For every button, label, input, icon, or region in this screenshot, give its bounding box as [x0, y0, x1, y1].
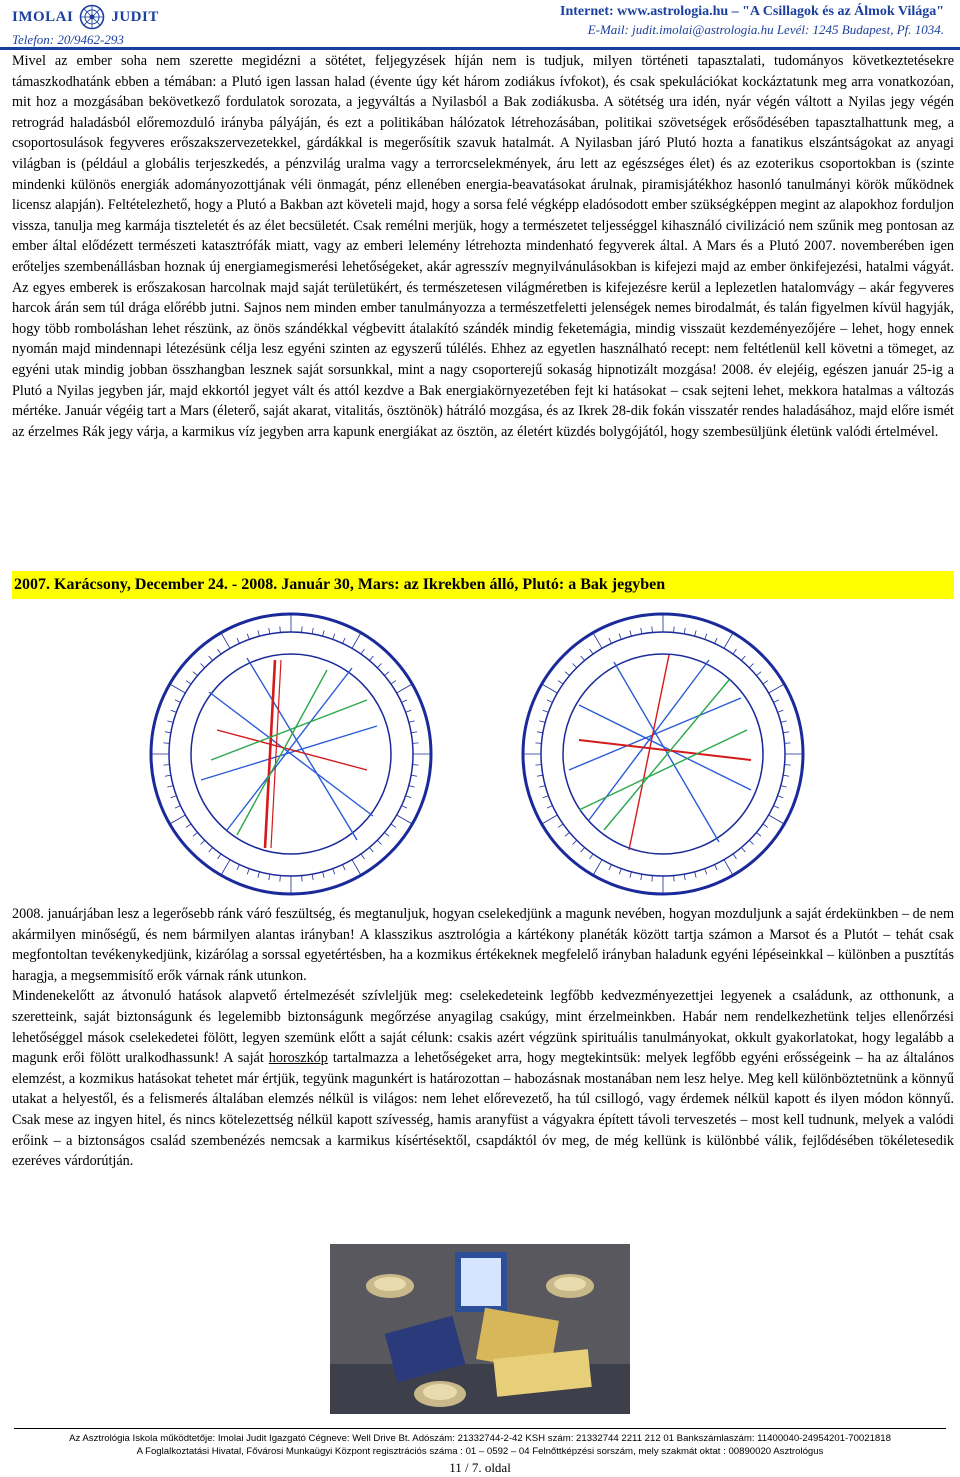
degree-tick: [269, 628, 270, 634]
degree-tick: [411, 732, 417, 733]
brand: [12, 4, 159, 30]
degree-tick: [724, 633, 733, 649]
degree-tick: [785, 743, 791, 744]
degree-tick: [630, 630, 632, 636]
degree-tick: [778, 710, 784, 712]
degree-tick: [778, 796, 784, 798]
horoscope-chart-left: [147, 610, 435, 898]
tarot-box: [455, 1252, 507, 1312]
degree-tick: [724, 860, 733, 876]
degree-tick: [302, 626, 303, 632]
brand-name-first: IMOLAI: [12, 8, 74, 25]
brand-name-second: JUDIT: [111, 8, 159, 25]
degree-tick: [781, 786, 787, 788]
degree-tick: [186, 681, 191, 684]
degree-tick: [391, 824, 396, 827]
degree-tick: [411, 775, 417, 776]
degree-tick: [343, 865, 346, 870]
degree-tick: [756, 672, 761, 676]
degree-tick: [535, 765, 541, 766]
degree-tick: [333, 634, 335, 640]
degree-tick: [769, 684, 785, 693]
degree-tick: [200, 840, 204, 844]
body-paragraph-1: [12, 51, 954, 442]
degree-tick: [537, 775, 543, 776]
degree-tick: [171, 796, 177, 798]
degree-tick: [409, 786, 415, 788]
horoscope-link[interactable]: horoszkóp: [268, 1050, 328, 1067]
degree-tick: [247, 634, 249, 640]
degree-tick: [258, 872, 260, 878]
degree-tick: [547, 806, 552, 809]
degree-tick: [542, 684, 558, 693]
degree-tick: [769, 815, 785, 824]
degree-tick: [756, 832, 761, 836]
degree-tick: [535, 743, 541, 744]
degree-tick: [783, 775, 789, 776]
degree-tick: [733, 649, 736, 654]
degree-tick: [391, 681, 396, 684]
degree-tick: [218, 649, 221, 654]
degree-tick: [200, 663, 204, 667]
paragraph-text: Mivel az ember soha nem szerette megidézni a sötétet, feljegyzések híján nem is tudjuk, milyen történeti tapasztalati, tudományos következtetésekre támaszkodhatánk ebben a témában: a Plutó igen lassan halad (évente úgy két három zodiákus ívfokot), és csak spekulációkat kockáztatunk meg arra vonatkozóan, mit hoz a mozgásában bekövetkező fordulatok sorozata, a jegyváltás a Nyilasból a Bak zodiákusba. A sötétség ura idén, nyár végén váltott a Nyilas jegy végén retrográd haladásból előremozduló irányba pályáján, és ezt a politikában hálózatok létrehozásában, politikai szövetségek erősődésében tapasztalhattunk meg, a csoportosulások fegyveres erőszakszervezetekkel, gárdákkal is megerősítik szavuk hatalmát. A Nyilasban járó Plutó hozta a fanatikus elszántságokat az anyagi világban is (például a globális terjeszkedés, a pénzvilág uralma vagy a terrorcselekmények, áru lett az egészséges élet) és az ezoterikus csoportokban is (szinte mindenki különös energiák adományozottjának véli önmagát, pénz ellenében energia-beavatásokat árulnak, piramisjátékhoz hasonló tanulmányi körök működnek licensz alapján). Feltételezhető, hogy a Plutó a Bakban azt követeli majd, hogy a sorsa felé végképp eladósodott ember szükségképpen megint az alapokhoz forduljon vissza, tanulja meg karmája tiszteletét és az élet becsületét. Csak remélni merjük, hogy a természetet teljességgel kihasználó civilizáció nem szűnik meg pontosan az ember által elődézett természeti katasztrófák miatt, vagy az emberi lelemény létrehozta mindenható fegyverek által. A Mars és a Plutó 2007. novemberében igen erőteljes szembenállásban hoznak új energiamegismerési lehetőségeket, akár agresszív megnyilvánulásokban is kifejezi majd az ember önkifejezési, hatalmi vágyát. Az egyes emberek is erőszakosan harcolnak majd saját területükért, és természetesen világméretben is kifejezésre kerül a leplezetlen hatalomvágy – akár fegyveres harcok árán sem túl drága előrébb jutni. Sajnos nem minden ember tanulmányozza a természetfeletti jelenségek nemes birodalmát, és talán figyelmen kívül hagyják, hogy több romboláshan lehet részünk, az önös szándékkal végbevitt átalakító szándék mindig feketemágia, mindig visszaüt kezdeményezőjére – lehet, hogy ennek nyomán majd mindennapi létezésünk célja lesz egyéni szinten az egyszerű túlélés. Ehhez az egyetlen használható recept: nem feltétlenül kell követni a tömeget, az egyéni utak mindig jobban összhangban lesznek saját sorsunkkal, mint a nagy csoporterejű sokaság hipnotizált mozgása! 2008. év elejéig, egészen január 25-ig a Plutó a Nyilas jegyben jár, majd ekkortól jegyet vált és attól kezdve a Bak energiakörnyezetében fejt ki hatásokat – csak sejteni lehet, mekkora hatalmas a változás mértéke. Január végéig tart a Mars (életerő, saját akarat, vitalitás, ösztönök) hátráló mozgása, és az Ikrek 28-dik fokán visszatér rendes haladásához, majd előre ismét az érzelmes Rák jegy várja, a karmikus víz jegyben arra kapunk energiákat az ösztön, az életért küzdés bolygójától, hogy szembesüljünk életünk valódi értelmével.: [12, 53, 954, 440]
degree-tick: [741, 847, 745, 852]
degree-tick: [641, 874, 642, 880]
degree-tick: [369, 656, 373, 661]
section-heading: 2007. Karácsony, December 24. - 2008. Január 30, Mars: az Ikrekben álló, Plutó: a Bak jegyben: [12, 571, 954, 599]
degree-tick: [323, 872, 325, 878]
degree-tick: [741, 656, 745, 661]
header-right: [560, 4, 944, 38]
degree-tick: [715, 638, 718, 643]
degree-tick: [785, 765, 791, 766]
degree-tick: [674, 626, 675, 632]
degree-tick: [413, 765, 419, 766]
degree-tick: [171, 710, 177, 712]
degree-tick: [312, 874, 313, 880]
degree-tick: [352, 633, 361, 649]
degree-tick: [209, 847, 213, 852]
degree-tick: [165, 732, 171, 733]
degree-tick: [684, 628, 685, 634]
aspect-lines: [201, 658, 377, 848]
degree-tick: [193, 832, 198, 836]
degree-tick: [343, 638, 346, 643]
degree-tick: [167, 721, 173, 723]
header-contact[interactable]: E-Mail: judit.imolai@astrologia.hu Levél: 1245 Budapest, Pf. 1034.: [587, 22, 944, 37]
degree-tick: [186, 824, 191, 827]
degree-tick: [733, 854, 736, 859]
degree-tick: [193, 672, 198, 676]
page-footer: [0, 1428, 960, 1458]
page-header: [0, 0, 960, 54]
degree-tick: [409, 721, 415, 723]
paragraph-text: 2008. januárjában lesz a legerősebb ránk váró feszültség, és megtanuljuk, hogyan cselekedjünk a magunk nevében, hogyan mozduljunk a saját érdekünkben – de nem akármilyen minőségű, és nem bármilyen alantas irányban! A klasszikus asztrológia a kártékony planéták között tartja számon a Marsot és a Plutót – tehát csak megfontoltan tevékenykedjünk, kizárólag a sorssal egyetértésben, ha a kozmikus értékeknek megfelelő irányban haladunk egyéni lépéseinkkal – különben a pusztítás haragja, a megsemmisítő erők várnak ránk utunkon.: [12, 906, 954, 984]
degree-tick: [406, 710, 412, 712]
degree-tick: [684, 874, 685, 880]
paragraph-text-2: [12, 986, 954, 1171]
degree-tick: [542, 815, 558, 824]
degree-tick: [565, 672, 570, 676]
degree-tick: [593, 860, 602, 876]
degree-tick: [695, 872, 697, 878]
header-phone: Telefon: 20/9462-293: [12, 32, 124, 47]
degree-tick: [641, 628, 642, 634]
degree-tick: [590, 649, 593, 654]
degree-tick: [774, 700, 779, 703]
paragraph-post: tartalmazza a lehetőségeket arra, hogy megtekintsük: melyek legfőbb egyéni erősségeink – ha az általános elemzést, a kozmikus hatásokat tehetet már értjük, tegyünk magunkért is határozottan – habozásnak mostanában nem lesz helye. Meg kell különböztetnünk a könnyű utakat a helyestől, és a felismerés általában elemzés nélkül is világos: nem lehet előrevezető, ha túl csillogó, vagy érdemek nélkül kapott és ilyen módon könnyű. Csak mese az ingyen hitel, és nincs kötelezettség nélkül kapott szívesség, hamis aranyfüst a vágyakra épített távoli terveszetés – most kell tudnunk, melyek a valódi erőink – a biztonságos család szembenézés nemcsak a karmikus kísértésektől, csapdáktól óv meg, de még kellünk is különbbé válik, fejlődésében tökéletesedik ezeréves várdorútján.: [12, 1050, 954, 1170]
degree-tick: [609, 865, 612, 870]
degree-tick: [781, 721, 787, 723]
degree-tick: [695, 630, 697, 636]
degree-tick: [763, 824, 768, 827]
degree-tick: [269, 874, 270, 880]
degree-tick: [175, 700, 180, 703]
degree-tick: [783, 732, 789, 733]
degree-tick: [352, 860, 361, 876]
degree-tick: [705, 869, 707, 875]
degree-tick: [763, 681, 768, 684]
degree-tick: [539, 721, 545, 723]
degree-tick: [163, 743, 169, 744]
header-left: [12, 4, 159, 48]
degree-tick: [170, 815, 186, 824]
degree-tick: [537, 732, 543, 733]
footer-divider: [14, 1428, 946, 1429]
degree-tick: [674, 876, 675, 882]
degree-tick: [749, 840, 753, 844]
degree-tick: [609, 638, 612, 643]
degree-tick: [247, 869, 249, 875]
degree-tick: [258, 630, 260, 636]
degree-tick: [558, 824, 563, 827]
degree-tick: [402, 700, 407, 703]
page-number: 11 / 7. oldal: [449, 1460, 511, 1475]
degree-tick: [572, 663, 576, 667]
degree-tick: [558, 681, 563, 684]
body-paragraph-2: [12, 904, 954, 1172]
degree-tick: [167, 786, 173, 788]
degree-tick: [619, 634, 621, 640]
degree-tick: [361, 854, 364, 859]
degree-tick: [715, 865, 718, 870]
degree-tick: [652, 626, 653, 632]
degree-tick: [165, 775, 171, 776]
degree-tick: [323, 630, 325, 636]
degree-tick: [280, 626, 281, 632]
degree-tick: [377, 840, 381, 844]
footer-line-2: A Foglalkoztatási Hivatal, Fővárosi Munkaügyi Központ regisztrációs száma : 01 – 0592 – 04 Felnőttképzési sorszám, mely szakmát oktat : 00890020 Asztrológus: [136, 1446, 824, 1457]
degree-tick: [302, 876, 303, 882]
degree-tick: [652, 876, 653, 882]
degree-tick: [237, 865, 240, 870]
degree-tick: [237, 638, 240, 643]
degree-tick: [397, 684, 413, 693]
horoscope-chart-right: [519, 610, 807, 898]
degree-tick: [402, 806, 407, 809]
degree-tick: [221, 860, 230, 876]
degree-tick: [397, 815, 413, 824]
degree-tick: [361, 649, 364, 654]
aspect-lines: [569, 655, 751, 850]
degree-tick: [280, 876, 281, 882]
degree-tick: [413, 743, 419, 744]
tarot-cards-photo: [330, 1244, 630, 1414]
degree-tick: [705, 634, 707, 640]
header-internet[interactable]: Internet: www.astrologia.hu – "A Csillagok és az Álmok Világa": [560, 4, 944, 19]
degree-tick: [406, 796, 412, 798]
degree-tick: [543, 796, 549, 798]
degree-tick: [333, 869, 335, 875]
degree-tick: [581, 847, 585, 852]
degree-tick: [384, 672, 389, 676]
degree-tick: [369, 847, 373, 852]
degree-tick: [539, 786, 545, 788]
degree-tick: [572, 840, 576, 844]
degree-tick: [774, 806, 779, 809]
degree-tick: [377, 663, 381, 667]
degree-tick: [543, 710, 549, 712]
degree-tick: [590, 854, 593, 859]
degree-tick: [630, 872, 632, 878]
degree-tick: [221, 633, 230, 649]
degree-tick: [619, 869, 621, 875]
degree-tick: [749, 663, 753, 667]
degree-tick: [384, 832, 389, 836]
degree-tick: [218, 854, 221, 859]
degree-tick: [593, 633, 602, 649]
chart-rings: [523, 614, 803, 894]
footer-line-1: Az Asztrológia Iskola működtetője: Imolai Judit Igazgató Cégneve: Well Drive Bt. Adószám: 21332744-2-42 KSH szám: 21332744 2211 212 01 Bankszámlaszám: 11400040-24954201-70021818: [69, 1433, 891, 1444]
paragraph-pre: Mindenekelőtt az átvonuló hatások alapvető értelmezését szívleljük meg: cselekedeteink legfőbb kedvezményezettjei legyenek a családunk, az otthonunk, a szeretteink, saját biztonságunk és legelemibb biztonságunk megőrzése anyagilag csakúgy, mint érzelmeinkben. Habár nem rendelkezhetünk teljes ellenőrzési lehetőséggel mások cselekedetei fölött, legyen szemünk előtt a saját célunk: csakis azért végzünk spirituális tanulmányokat, okkult gyakorlatokat, hogy legalább a magunk erői fölött uralkodhassunk! A saját: [12, 988, 954, 1067]
zodiac-wheel-logo-icon: [79, 4, 105, 30]
degree-tick: [170, 684, 186, 693]
degree-tick: [565, 832, 570, 836]
degree-tick: [547, 700, 552, 703]
degree-tick: [581, 656, 585, 661]
degree-tick: [175, 806, 180, 809]
degree-tick: [209, 656, 213, 661]
header-divider: [0, 47, 960, 50]
degree-tick: [312, 628, 313, 634]
degree-tick: [163, 765, 169, 766]
